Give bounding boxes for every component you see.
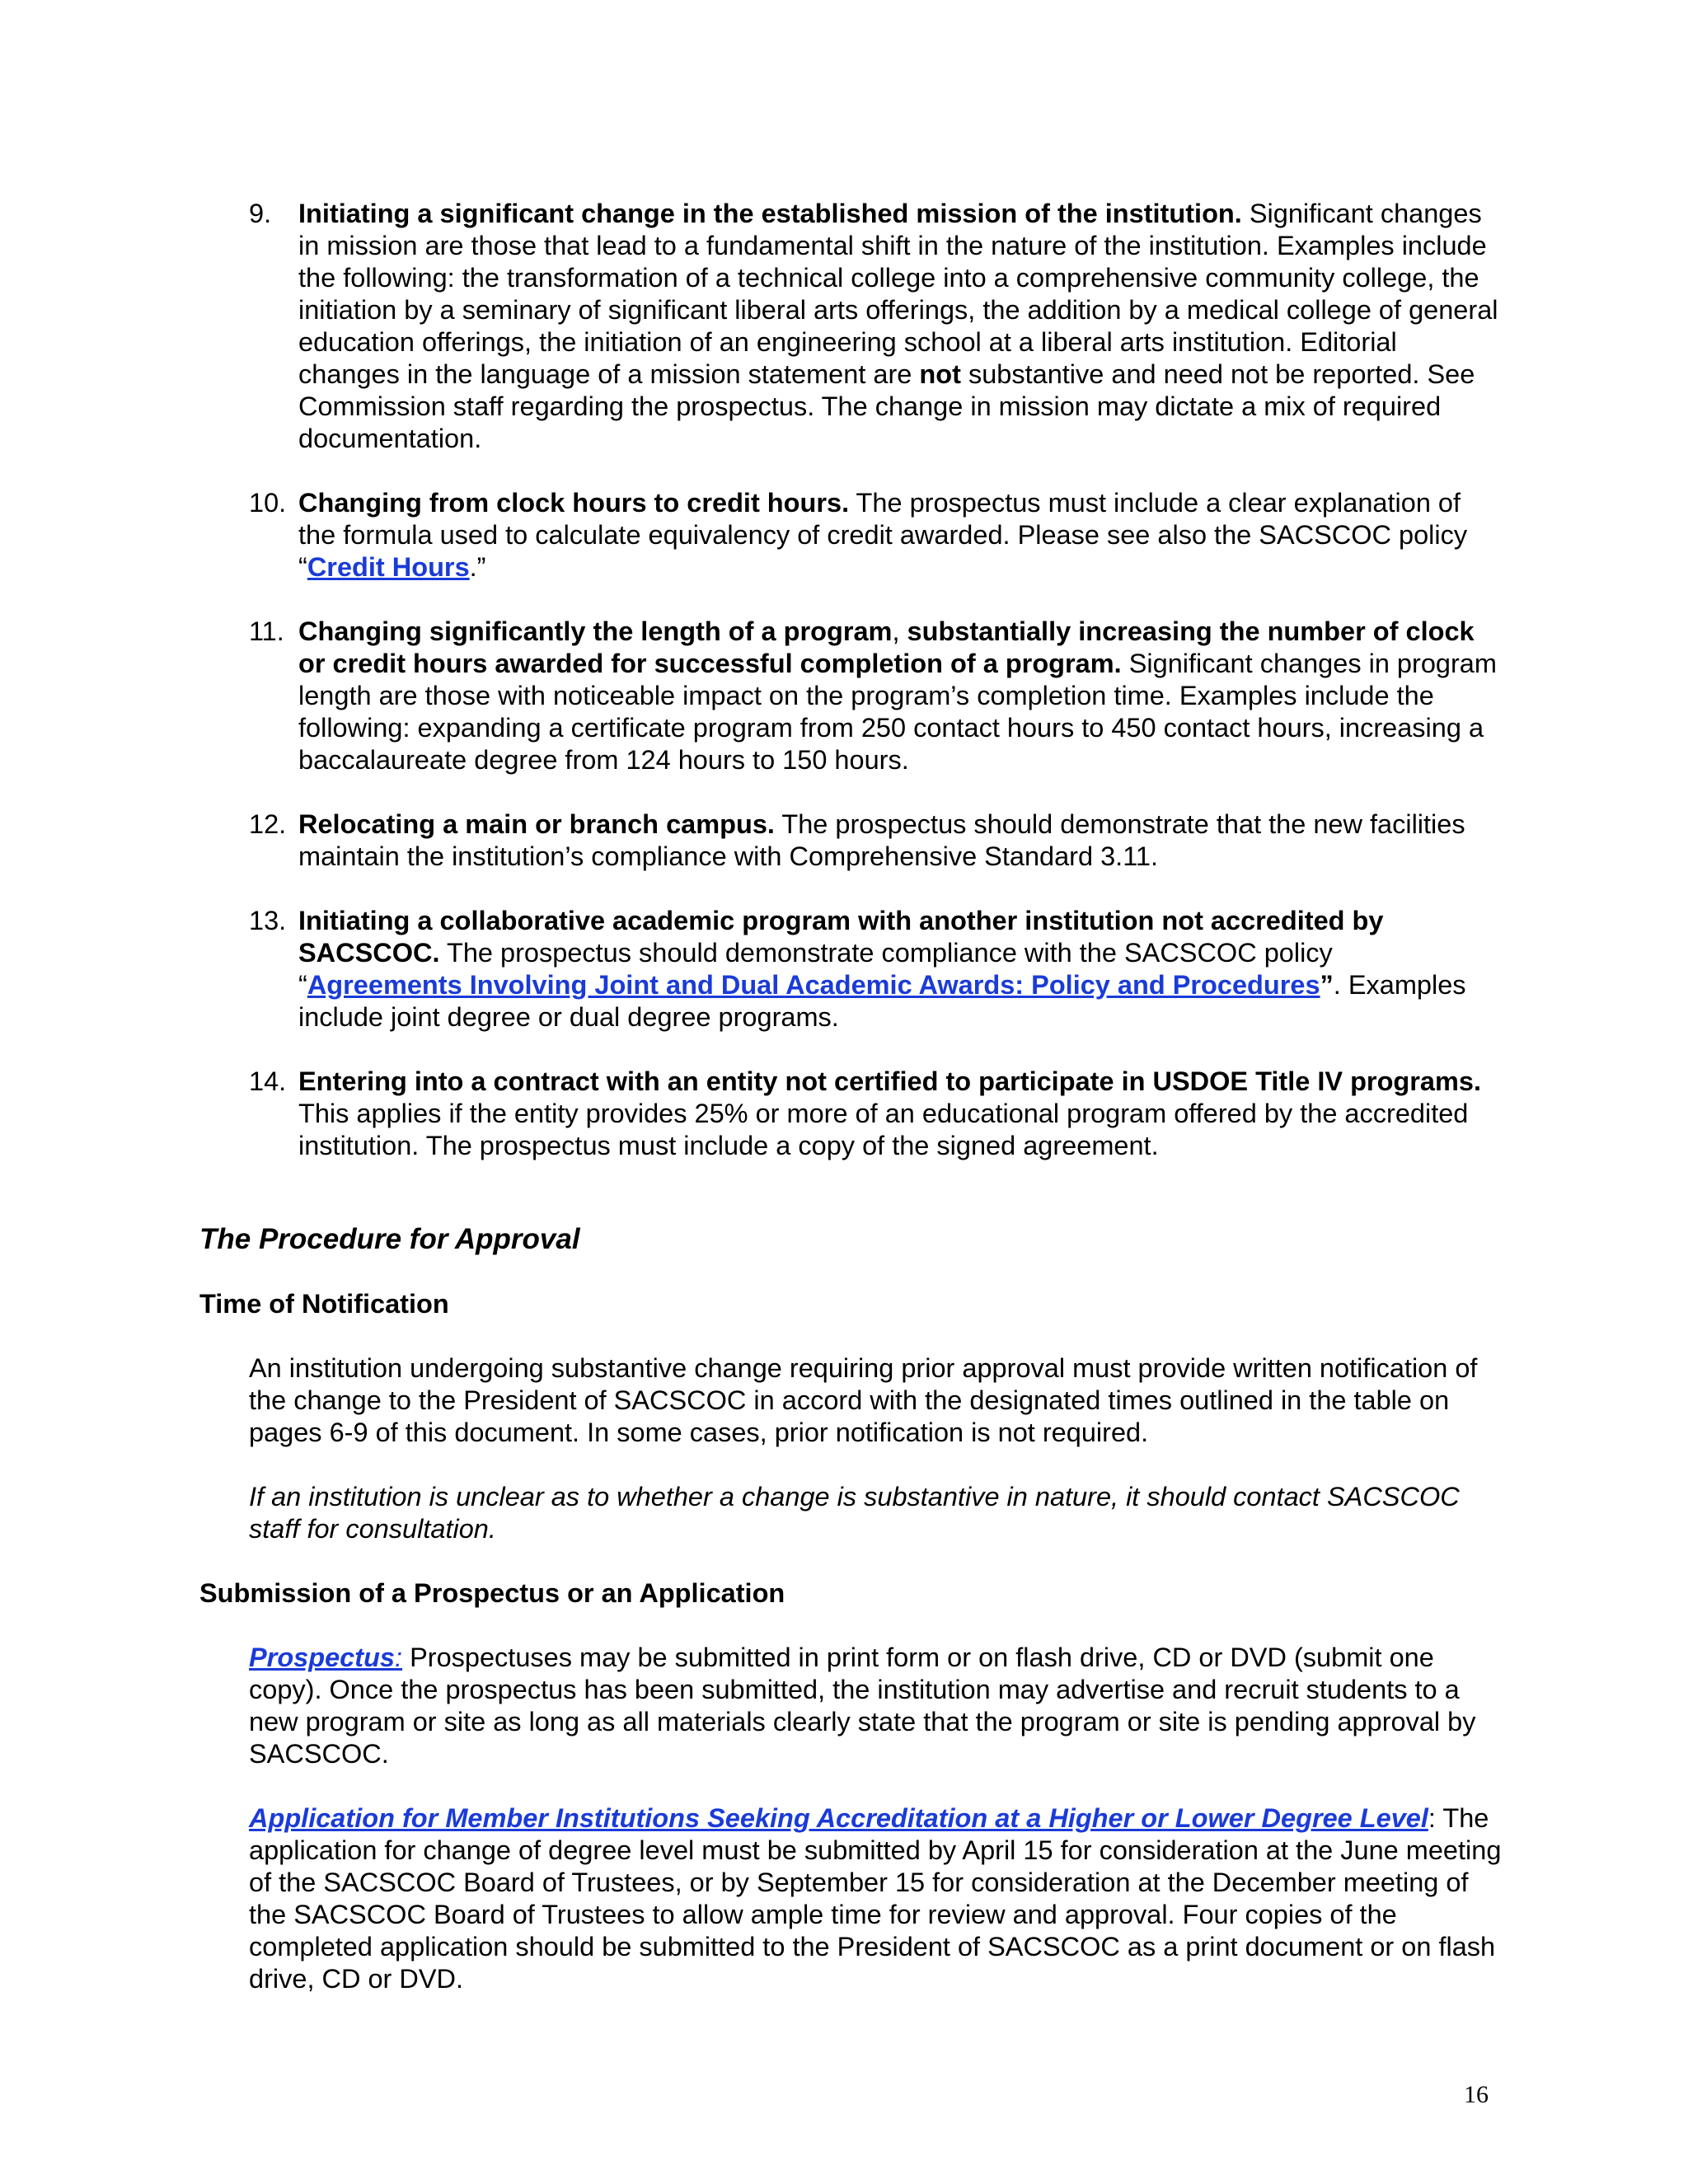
item-heading: Relocating a main or branch campus. — [298, 809, 775, 839]
item-heading: Initiating a significant change in the established mission of the institution. — [298, 199, 1242, 228]
item-number: 11. — [249, 616, 284, 646]
item-number: 9. — [249, 199, 272, 228]
item-paragraph: Entering into a contract with an entity not certified to participate in USDOE Title IV programs. This applies if the entity provides 25% or more of an educational program offered by the accredited institution. The prospectus must include a copy of the signed agreement. — [298, 1066, 1481, 1160]
item-heading: Changing significantly the length of a program — [298, 616, 893, 646]
list-item-10 — [199, 487, 1502, 583]
application-paragraph: Application for Member Institutions Seeking Accreditation at a Higher or Lower Degree Level: The application for change of degree level must be submitted by April 15 for consideration at the June meeting of the SACSCOC Board of Trustees, or by September 15 for consideration at the December meeting of the SACSCOC Board of Trustees to allow ample time for review and approval. Four copies of the completed application should be submitted to the President of SACSCOC as a print document or on flash drive, CD or DVD. — [249, 1803, 1502, 1994]
time-paragraph: An institution undergoing substantive change requiring prior approval must provide written notification of the change to the President of SACSCOC in accord with the designated times outlined in the table on pages 6-9 of this document. In some cases, prior notification is not required. — [249, 1353, 1478, 1447]
list-item-9 — [199, 198, 1502, 455]
section-title: The Procedure for Approval — [199, 1223, 580, 1255]
application-link[interactable]: Application for Member Institutions Seeking Accreditation at a Higher or Lower Degree Level — [249, 1803, 1428, 1833]
item-paragraph: Relocating a main or branch campus. The prospectus should demonstrate that the new facilities maintain the institution’s compliance with Comprehensive Standard 3.11. — [298, 809, 1465, 871]
item-paragraph: Changing from clock hours to credit hours. The prospectus must include a clear explanation of the formula used to calculate equivalency of credit awarded. Please see also the SACSCOC policy “Credit Hours.” — [298, 488, 1468, 582]
prospectus-link[interactable]: Prospectus — [249, 1643, 396, 1672]
item-number: 10. — [249, 488, 287, 518]
item-heading: Entering into a contract with an entity not certified to participate in USDOE Title IV programs. — [298, 1066, 1481, 1096]
item-heading-b: substantially increasing the number of clock or credit hours awarded for successful completion of a program. — [298, 616, 1475, 678]
subsection-heading-time: Time of Notification — [199, 1289, 449, 1319]
item-number: 13. — [249, 906, 287, 935]
page-content — [199, 198, 1502, 2027]
prospectus-paragraph: Prospectus: Prospectuses may be submitted in print form or on flash drive, CD or DVD (submit one copy). Once the prospectus has been submitted, the institution may advertise and recruit students to a new program or site as long as all materials clearly state that the program or site is pending approval by SACSCOC. — [249, 1643, 1476, 1769]
item-paragraph: Initiating a significant change in the established mission of the institution. Significant changes in mission are those that lead to a fundamental shift in the nature of the institution. Examples include the following: the transformation of a technical college into a comprehensive community college, the initiation by a seminary of significant liberal arts offerings, the addition by a medical college of general education offerings, the initiation of an engineering school at a liberal arts institution. Editorial changes in the language of a mission statement are not substantive and need not be reported. See Commission staff regarding the prospectus. The change in mission may dictate a mix of required documentation. — [298, 199, 1498, 453]
list-item-11 — [199, 616, 1502, 776]
credit-hours-link[interactable]: Credit Hours — [307, 552, 470, 582]
list-item-13 — [199, 905, 1502, 1033]
item-heading: Changing from clock hours to credit hours. — [298, 488, 850, 518]
time-italic-note: If an institution is unclear as to whether a change is substantive in nature, it should contact SACSCOC staff for consultation. — [249, 1482, 1460, 1544]
emphasis-not: not — [919, 359, 961, 389]
page-number: 16 — [1464, 2081, 1489, 2108]
agreements-policy-link[interactable]: Agreements Involving Joint and Dual Academic Awards: Policy and Procedures — [307, 970, 1320, 1000]
prospectus-colon[interactable]: : — [395, 1643, 403, 1672]
list-item-12 — [199, 808, 1502, 873]
subsection-heading-submission: Submission of a Prospectus or an Application — [199, 1578, 785, 1608]
item-paragraph: Initiating a collaborative academic program with another institution not accredited by SACSCOC. The prospectus should demonstrate compliance with the SACSCOC policy “Agreements Involving Joint and Dual Academic Awards: Policy and Procedures”. Examples include joint degree or dual degree programs. — [298, 906, 1466, 1032]
item-heading: Initiating a collaborative academic program with another institution not accredited by SACSCOC. — [298, 906, 1384, 968]
list-item-14 — [199, 1066, 1502, 1162]
item-number: 12. — [249, 809, 287, 839]
item-paragraph: Changing significantly the length of a program, substantially increasing the number of clock or credit hours awarded for successful completion of a program. Significant changes in program length are those with noticeable impact on the program’s completion time. Examples include the following: expanding a certificate program from 250 contact hours to 450 contact hours, increasing a baccalaureate degree from 124 hours to 150 hours. — [298, 616, 1497, 775]
item-number: 14. — [249, 1066, 287, 1096]
